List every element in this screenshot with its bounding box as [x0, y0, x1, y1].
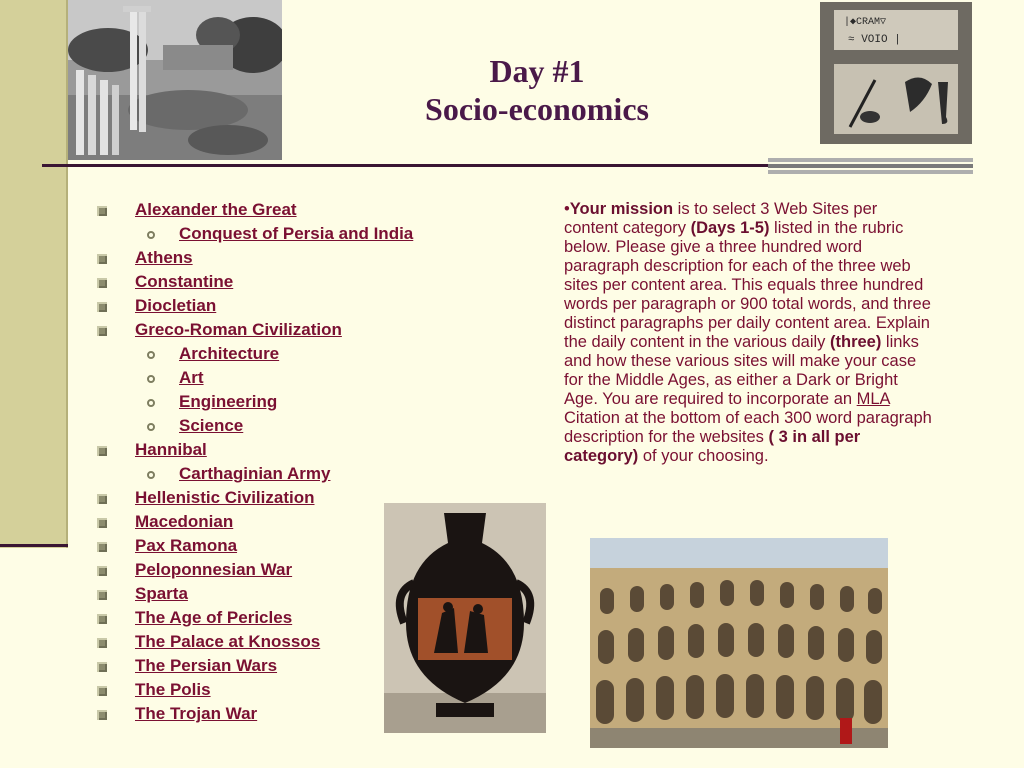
- square-bullet-icon: [97, 326, 107, 336]
- topic-item: [95, 462, 475, 486]
- topic-link[interactable]: Constantine: [135, 272, 234, 291]
- topic-link[interactable]: The Age of Pericles: [135, 608, 293, 627]
- topic-link[interactable]: The Polis: [135, 680, 211, 699]
- square-bullet-icon: [97, 278, 107, 288]
- mission-lead: Your mission: [569, 200, 674, 218]
- topic-link[interactable]: Sparta: [135, 584, 188, 603]
- square-bullet-icon: [97, 518, 107, 528]
- topic-link[interactable]: The Palace at Knossos: [135, 632, 321, 651]
- topic-link[interactable]: Macedonian: [135, 512, 234, 531]
- topic-item: [95, 414, 475, 438]
- topic-link[interactable]: Carthaginian Army: [179, 464, 331, 483]
- square-bullet-icon: [97, 614, 107, 624]
- topic-link[interactable]: Engineering: [179, 392, 278, 411]
- circle-bullet-icon: [147, 231, 155, 239]
- topic-link[interactable]: Diocletian: [135, 296, 217, 315]
- left-band-rule: [0, 544, 68, 547]
- topic-link[interactable]: Greco-Roman Civilization: [135, 320, 342, 339]
- mission-three: (three): [830, 333, 882, 351]
- topic-link[interactable]: Athens: [135, 248, 193, 267]
- topic-link-list: [95, 198, 475, 726]
- slide-title: [300, 52, 774, 128]
- square-bullet-icon: [97, 710, 107, 720]
- topic-item: [95, 246, 475, 270]
- topic-item: [95, 678, 475, 702]
- circle-bullet-icon: [147, 375, 155, 383]
- topic-item: [95, 558, 475, 582]
- topic-link[interactable]: Hellenistic Civilization: [135, 488, 315, 507]
- topic-item: [95, 390, 475, 414]
- topic-link[interactable]: Peloponnesian War: [135, 560, 293, 579]
- colosseum-photo: [590, 538, 888, 748]
- square-bullet-icon: [97, 590, 107, 600]
- topic-link[interactable]: Conquest of Persia and India: [179, 224, 414, 243]
- square-bullet-icon: [97, 494, 107, 504]
- mission-text-2: listed in the rubric below. Please give a three hundred word paragraph description for each of the three web sites per content area. This equals three hundred words per paragraph or 900 total words, and three distinct paragraphs per daily content area. Explain the daily content in the various daily: [564, 219, 931, 351]
- topic-item: [95, 342, 475, 366]
- topic-link[interactable]: Alexander the Great: [135, 200, 297, 219]
- topic-item: [95, 582, 475, 606]
- svg-text:|◆CRAM▽: |◆CRAM▽: [844, 17, 887, 28]
- topic-link[interactable]: The Trojan War: [135, 704, 258, 723]
- mission-days: (Days 1-5): [690, 219, 770, 237]
- square-bullet-icon: [97, 686, 107, 696]
- topic-item: [95, 630, 475, 654]
- svg-text:≈ VOIO |: ≈ VOIO |: [848, 34, 901, 46]
- square-bullet-icon: [97, 566, 107, 576]
- topic-item: [95, 654, 475, 678]
- mosaic-floor-photo: [820, 2, 972, 144]
- square-bullet-icon: [97, 542, 107, 552]
- circle-bullet-icon: [147, 423, 155, 431]
- topic-item: [95, 606, 475, 630]
- mla-link[interactable]: MLA: [856, 390, 890, 408]
- mission-text-4: Citation at the bottom of each 300 word paragraph description for the websites: [564, 409, 932, 446]
- title-line-topic: Socio-economics: [425, 91, 649, 127]
- mission-per-category: ( 3 in all per category): [564, 428, 861, 465]
- topic-link[interactable]: Pax Ramona: [135, 536, 238, 555]
- square-bullet-icon: [97, 662, 107, 672]
- topic-item: [95, 198, 475, 222]
- topic-link[interactable]: Science: [179, 416, 244, 435]
- roman-forum-ruins-photo: [68, 0, 282, 160]
- topic-link[interactable]: Architecture: [179, 344, 280, 363]
- left-decor-band: [0, 0, 68, 548]
- square-bullet-icon: [97, 638, 107, 648]
- topic-item: [95, 486, 475, 510]
- mission-paragraph: [564, 200, 934, 466]
- topic-item: [95, 534, 475, 558]
- circle-bullet-icon: [147, 351, 155, 359]
- mission-text-1: is to select 3 Web Sites per content category: [564, 200, 878, 237]
- circle-bullet-icon: [147, 399, 155, 407]
- topic-link[interactable]: The Persian Wars: [135, 656, 278, 675]
- mission-bullet: •: [564, 200, 570, 218]
- header-rule: [42, 164, 768, 167]
- circle-bullet-icon: [147, 471, 155, 479]
- mission-text-3: links and how these various sites will make your case for the Middle Ages, as either a Dark or Bright Age. You are required to incorporate an: [564, 333, 919, 408]
- square-bullet-icon: [97, 446, 107, 456]
- topic-item: [95, 702, 475, 726]
- header-gray-bars: [768, 158, 973, 180]
- topic-link[interactable]: Hannibal: [135, 440, 207, 459]
- square-bullet-icon: [97, 302, 107, 312]
- topic-link[interactable]: Art: [179, 368, 204, 387]
- square-bullet-icon: [97, 254, 107, 264]
- topic-item: [95, 222, 475, 246]
- mission-text-5: of your choosing.: [638, 447, 769, 465]
- title-line-day: Day #1: [489, 53, 585, 89]
- topic-item: [95, 510, 475, 534]
- topic-item: [95, 270, 475, 294]
- topic-item: [95, 438, 475, 462]
- topic-item: [95, 294, 475, 318]
- square-bullet-icon: [97, 206, 107, 216]
- topic-item: [95, 366, 475, 390]
- topic-item: [95, 318, 475, 342]
